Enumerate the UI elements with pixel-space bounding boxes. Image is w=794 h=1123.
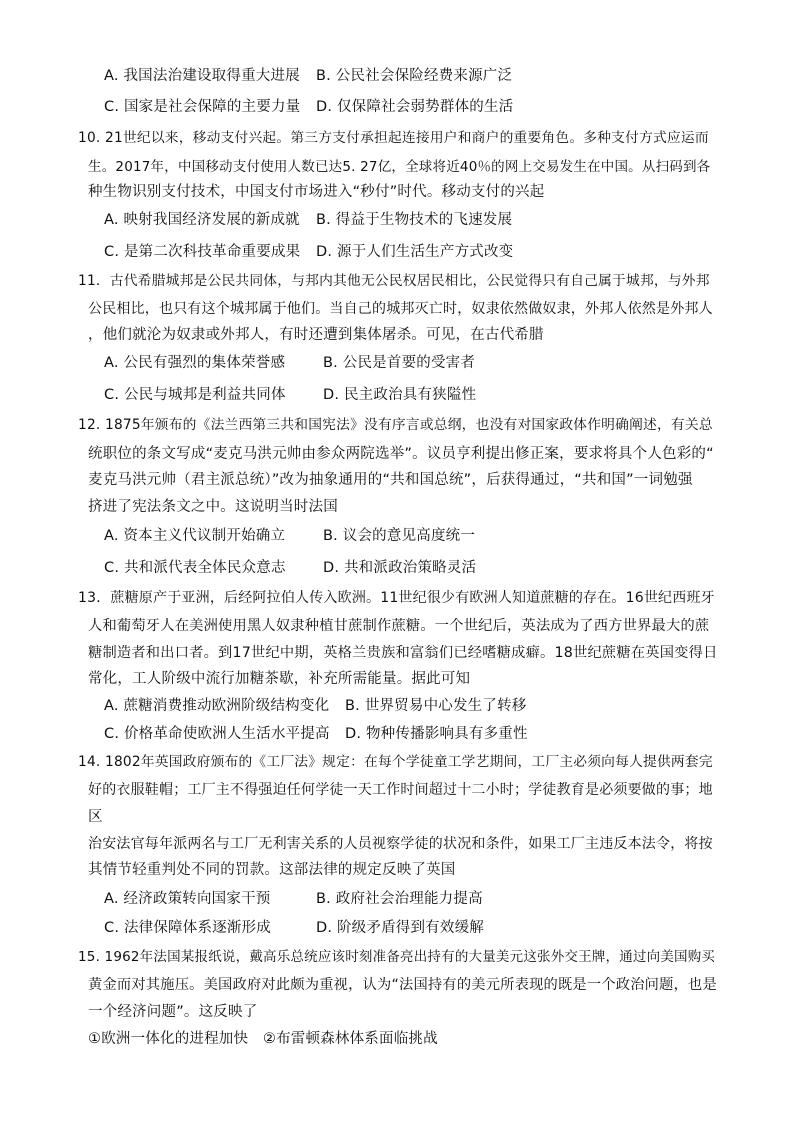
q11-stem-line-3: ，他们就沦为奴隶或外邦人，有时还遭到集体屠杀。可见，在古代希腊 xyxy=(88,327,544,343)
q14-stem-line-2: 好的衣服鞋帽；工厂主不得强迫任何学徒一天工作时间超过十二小时；学徒教育是必须要做的事；地 xyxy=(88,782,713,798)
q14-stem-line-3: 区 xyxy=(88,809,103,825)
q10-stem-line-1: 10. 21世纪以来，移动支付兴起。第三方支付承担起连接用户和商户的重要角色。多种支付方式应运而 xyxy=(78,130,709,146)
q12-stem-line-1: 12. 1875年颁布的《法兰西第三共和国宪法》没有序言或总纲，也没有对国家政体作明确阐述，有关总 xyxy=(78,417,713,433)
q13-stem-line-3: 糖制造者和出口者。到17世纪中期，英格兰贵族和富翁们已经嗜糖成癖。18世纪蔗糖在英国变得日 xyxy=(88,645,718,661)
q14-option-a: A. 经济政策转向国家干预 xyxy=(104,891,271,907)
q9-option-b: B. 公民社会保险经费来源广泛 xyxy=(316,68,513,84)
q9-option-a: A. 我国法治建设取得重大进展 xyxy=(104,68,300,84)
q12-stem-line-3: 麦克马洪元帅（君主派总统）”改为抽象通用的“共和国总统”，后获得通过，“共和国”一词勉强 xyxy=(88,472,693,488)
q10-stem-line-2: 生。2017年，中国移动支付使用人数已达5. 27亿，全球将近40％的网上交易发生在中国。从扫码到各 xyxy=(88,159,711,175)
q11-stem-line-2: 公民相比，也只有这个城邦属于他们。当自己的城邦灭亡时，奴隶依然做奴隶，外邦人依然是外邦人 xyxy=(88,301,713,317)
q12-option-c: C. 共和派代表全体民众意志 xyxy=(104,560,286,576)
q10-option-c: C. 是第二次科技革命重要成果 xyxy=(104,244,301,260)
q12-stem-line-2: 统职位的条文写成“麦克马洪元帅由参众两院选举”。议员亨利提出修正案，要求将具个人色彩的“ xyxy=(88,446,714,462)
q12-option-d: D. 共和派政治策略灵活 xyxy=(323,560,477,576)
q12-stem-line-4: 挤进了宪法条文之中。这说明当时法国 xyxy=(88,499,338,515)
q12-option-b: B. 议会的意见高度统一 xyxy=(323,528,476,544)
q12-option-a: A. 资本主义代议制开始确立 xyxy=(104,528,286,544)
q9-option-c: C. 国家是社会保障的主要力量 xyxy=(104,99,301,115)
q13-stem-line-2: 人和葡萄牙人在美洲使用黑人奴隶种植甘蔗制作蔗糖。一个世纪后，英法成为了西方世界最大的蔗 xyxy=(88,618,710,634)
q11-stem-line-1: 11．古代希腊城邦是公民共同体，与邦内其他无公民权居民相比，公民觉得只有自己属于城邦，与外邦 xyxy=(78,273,710,289)
q14-stem-line-1: 14. 1802年英国政府颁布的《工厂法》规定：在每个学徒童工学艺期间，工厂主必须向每人提供两套完 xyxy=(78,754,713,770)
q10-option-b: B. 得益于生物技术的飞速发展 xyxy=(316,212,513,228)
q13-stem-line-1: 13．蔗糖原产于亚洲，后经阿拉伯人传入欧洲。11世纪很少有欧洲人知道蔗糖的存在。16世纪西班牙 xyxy=(78,590,715,606)
q10-stem-line-3: 种生物识别支付技术，中国支付市场进入“秒付”时代。移动支付的兴起 xyxy=(88,184,545,200)
q14-option-b: B. 政府社会治理能力提高 xyxy=(316,891,483,907)
q10-option-a: A. 映射我国经济发展的新成就 xyxy=(104,212,300,228)
q15-stem-line-3: 一个经济问题”。这反映了 xyxy=(88,1004,258,1020)
q10-option-d: D. 源于人们生活生产方式改变 xyxy=(316,244,514,260)
q11-option-d: D. 民主政治具有狭隘性 xyxy=(323,387,477,403)
q14-stem-line-4: 治安法官每年派两名与工厂无利害关系的人员视察学徒的状况和条件，如果工厂主违反本法令，将按 xyxy=(88,836,713,852)
q14-option-d: D. 阶级矛盾得到有效缓解 xyxy=(316,920,484,936)
q13-option-b: B. 世界贸易中心发生了转移 xyxy=(345,698,527,714)
q14-stem-line-5: 其情节轻重判处不同的罚款。这部法律的规定反映了英国 xyxy=(88,862,456,878)
q13-stem-line-4: 常化，工人阶级中流行加糖茶歇，补充所需能量。据此可知 xyxy=(88,671,471,687)
q15-stem-line-2: 黄金而对其施压。美国政府对此颇为重视，认为“法国持有的美元所表现的既是一个政治问题，也是 xyxy=(88,977,717,993)
q15-statements: ①欧洲一体化的进程加快 ②布雷顿森林体系面临挑战 xyxy=(88,1031,438,1047)
q13-option-c: C. 价格革命使欧洲人生活水平提高 xyxy=(104,726,330,742)
q15-stem-line-1: 15. 1962年法国某报纸说，戴高乐总统应该时刻准备亮出持有的大量美元这张外交王牌，通过向美国购买 xyxy=(78,949,716,965)
q13-option-d: D. 物种传播影响具有多重性 xyxy=(345,726,528,742)
q9-option-d: D. 仅保障社会弱势群体的生活 xyxy=(316,99,514,115)
q11-option-a: A. 公民有强烈的集体荣誉感 xyxy=(104,355,286,371)
q11-option-b: B. 公民是首要的受害者 xyxy=(323,355,476,371)
q14-option-c: C. 法律保障体系逐渐形成 xyxy=(104,920,271,936)
q11-option-c: C. 公民与城邦是利益共同体 xyxy=(104,387,286,403)
q13-option-a: A. 蔗糖消费推动欧洲阶级结构变化 xyxy=(104,698,330,714)
